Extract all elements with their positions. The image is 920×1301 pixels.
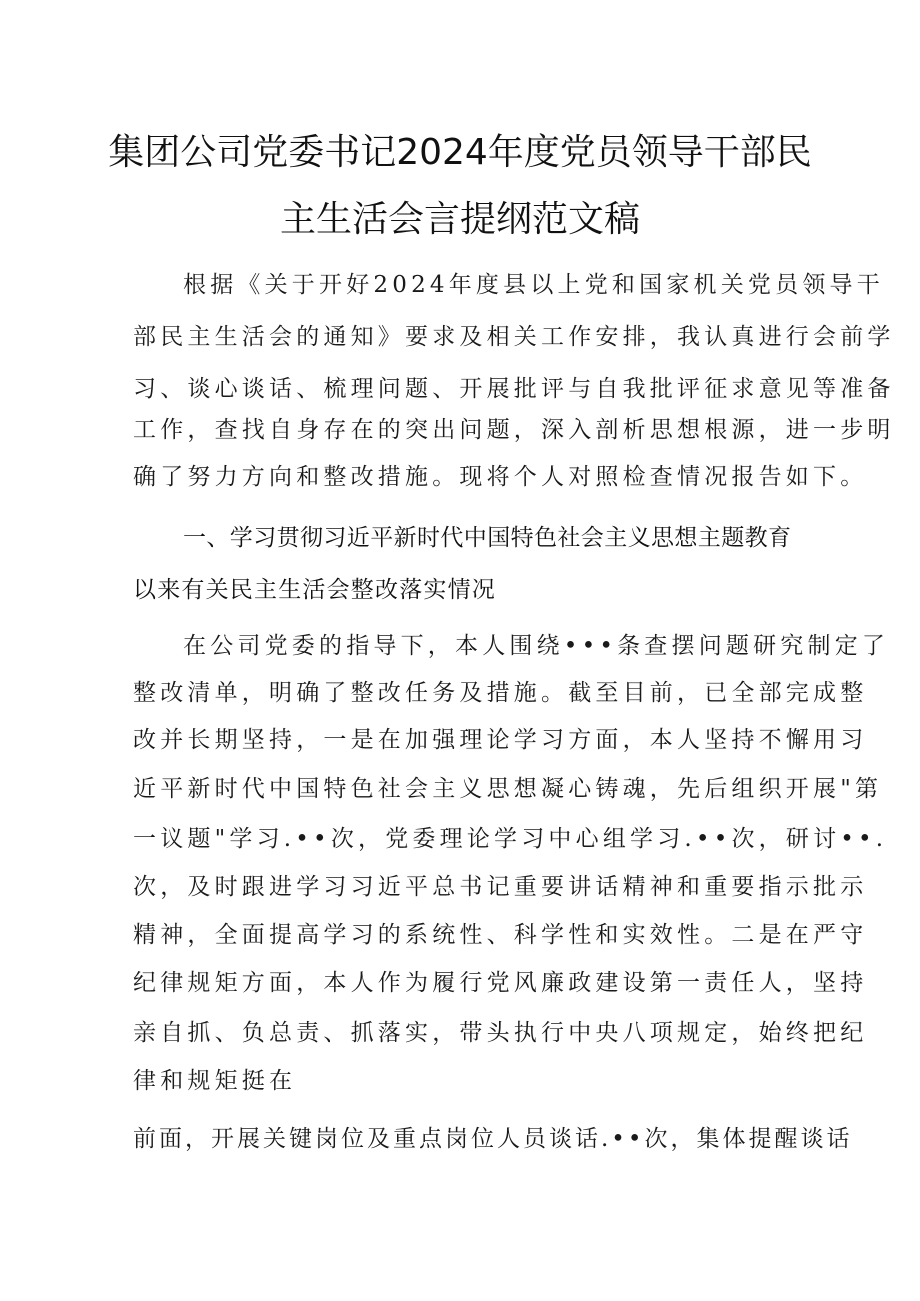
intro-line-3: 习、谈心谈话、梳理问题、开展批评与自我批评征求意见等准备	[133, 376, 895, 402]
section-1-body-line-9: 亲自抓、负总责、抓落实，带头执行中央八项规定，始终把纪	[133, 1020, 868, 1046]
intro-line-1: 根据《关于开好2024年度县以上党和国家机关党员领导干	[183, 272, 884, 298]
section-1-body-line-7: 精神，全面提高学习的系统性、科学性和实效性。二是在严守	[133, 922, 868, 948]
document-title-line-2: 主生活会言提纲范文稿	[279, 199, 640, 240]
section-1-body-line-3: 改并长期坚持，一是在加强理论学习方面，本人坚持不懈用习	[133, 727, 868, 753]
section-1-body-line-10: 律和规矩挺在	[133, 1068, 297, 1094]
section-1-body-line-5: 一议题"学习.••次，党委理论学习中心组学习.••次，研讨••.	[133, 826, 888, 852]
intro-line-5: 确了努力方向和整改措施。现将个人对照检查情况报告如下。	[133, 464, 868, 490]
section-1-heading-line-1: 一、学习贯彻习近平新时代中国特色社会主义思想主题教育	[183, 525, 792, 551]
continuation-line-1: 前面，开展关键岗位及重点岗位人员谈话.••次，集体提醒谈话	[133, 1126, 853, 1152]
section-1-heading-line-2: 以来有关民主生活会整改落实情况	[133, 577, 496, 603]
section-1-body-line-8: 纪律规矩方面，本人作为履行党风廉政建设第一责任人，坚持	[133, 970, 868, 996]
section-1-body-line-2: 整改清单，明确了整改任务及措施。截至目前，已全部完成整	[133, 680, 868, 706]
section-1-body-line-6: 次，及时跟进学习习近平总书记重要讲话精神和重要指示批示	[133, 874, 868, 900]
section-1-body-line-1: 在公司党委的指导下，本人围绕•••条查摆问题研究制定了	[183, 633, 890, 659]
document-title-line-1: 集团公司党委书记2024年度党员领导干部民	[108, 132, 812, 173]
section-1-body-line-4: 近平新时代中国特色社会主义思想凝心铸魂，先后组织开展"第	[133, 776, 883, 802]
intro-line-2: 部民主生活会的通知》要求及相关工作安排，我认真进行会前学	[133, 324, 895, 350]
intro-line-4: 工作，查找自身存在的突出问题，深入剖析思想根源，进一步明	[133, 417, 895, 443]
